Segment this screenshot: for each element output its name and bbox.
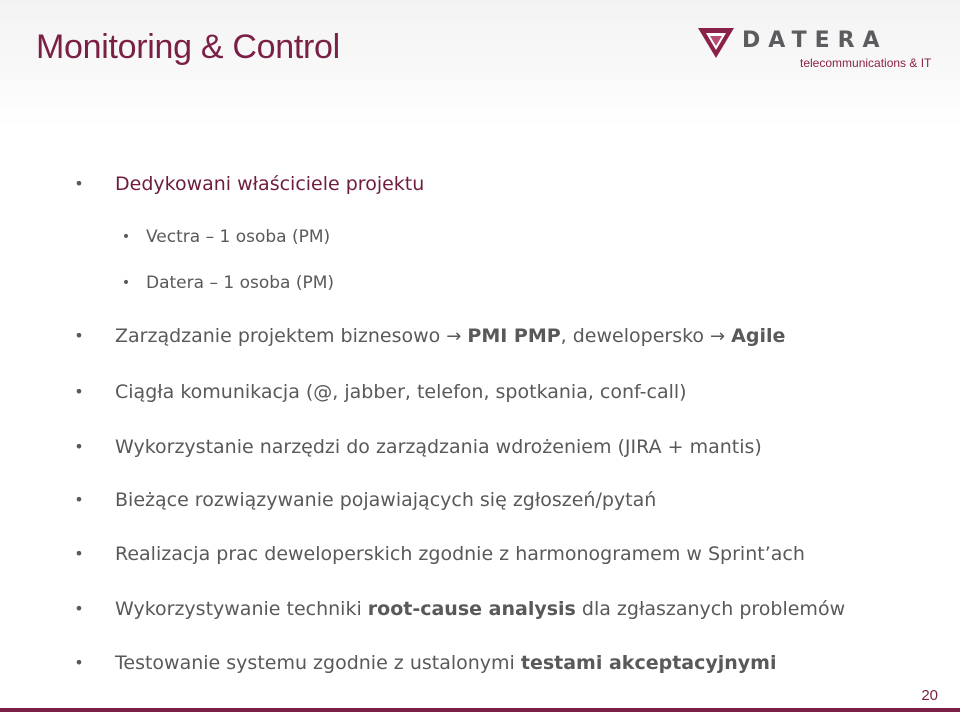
bullet-sprints: [74, 542, 805, 566]
bullet-vectra-pm: [121, 225, 331, 249]
bullet-dot-icon: •: [74, 326, 84, 345]
bullet-strong-text: testami akceptacyjnymi: [520, 652, 777, 674]
bullet-issue-resolution: [74, 488, 657, 512]
bullet-strong-text: Agile: [731, 325, 786, 347]
bullet-text: Wykorzystanie narzędzi do zarządzania wdrożeniem (JIRA + mantis): [115, 436, 762, 458]
bullet-acceptance-tests: [74, 651, 777, 675]
bullet-root-cause: [74, 597, 846, 621]
bullet-datera-pm: [121, 271, 335, 295]
arrow-right-icon: →: [710, 326, 726, 347]
bullet-dot-icon: •: [121, 275, 131, 291]
bullet-dot-icon: •: [74, 653, 84, 672]
bullet-text-part: dla zgłaszanych problemów: [575, 598, 846, 620]
bullet-dot-icon: •: [74, 382, 84, 401]
bullet-text-part: Wykorzystywanie techniki: [115, 598, 368, 620]
bullet-project-management: [74, 324, 786, 349]
page-number: 20: [921, 687, 938, 704]
bullet-text-part: Zarządzanie projektem biznesowo: [115, 325, 441, 347]
bullet-dot-icon: •: [74, 437, 84, 456]
bullet-strong-text: root-cause analysis: [367, 598, 576, 620]
bullet-dot-icon: •: [74, 544, 84, 563]
slide-title: Monitoring & Control: [36, 28, 340, 66]
bullet-text-part: Testowanie systemu zgodnie z ustalonymi: [115, 652, 521, 674]
bullet-text: Ciągła komunikacja (@, jabber, telefon, spotkania, conf-call): [115, 381, 687, 403]
bullet-dot-icon: •: [121, 229, 131, 245]
arrow-right-icon: →: [446, 326, 462, 347]
bullet-dedicated-owners: [74, 172, 425, 196]
bullet-text-part: , dewelopersko: [560, 325, 705, 347]
bullet-dot-icon: •: [74, 490, 84, 509]
bullet-strong-text: PMI PMP: [467, 325, 561, 347]
bullet-text: Vectra – 1 osoba (PM): [146, 227, 331, 247]
bullet-tools: [74, 435, 762, 459]
bullet-text: Dedykowani właściciele projektu: [115, 173, 425, 195]
bullet-dot-icon: •: [74, 599, 84, 618]
bullet-text: Bieżące rozwiązywanie pojawiających się zgłoszeń/pytań: [115, 489, 657, 511]
bullet-communication: [74, 380, 687, 404]
logo-tagline: telecommunications & IT: [800, 56, 932, 70]
logo-wordmark: DATERA: [742, 28, 888, 53]
footer-line: [0, 708, 960, 712]
datera-logo: [696, 22, 932, 78]
datera-logo-mark-icon: [696, 22, 736, 62]
bullet-text: Realizacja prac deweloperskich zgodnie z harmonogramem w Sprint’ach: [115, 543, 805, 565]
bullet-dot-icon: •: [74, 174, 84, 193]
bullet-text: Datera – 1 osoba (PM): [146, 273, 335, 293]
